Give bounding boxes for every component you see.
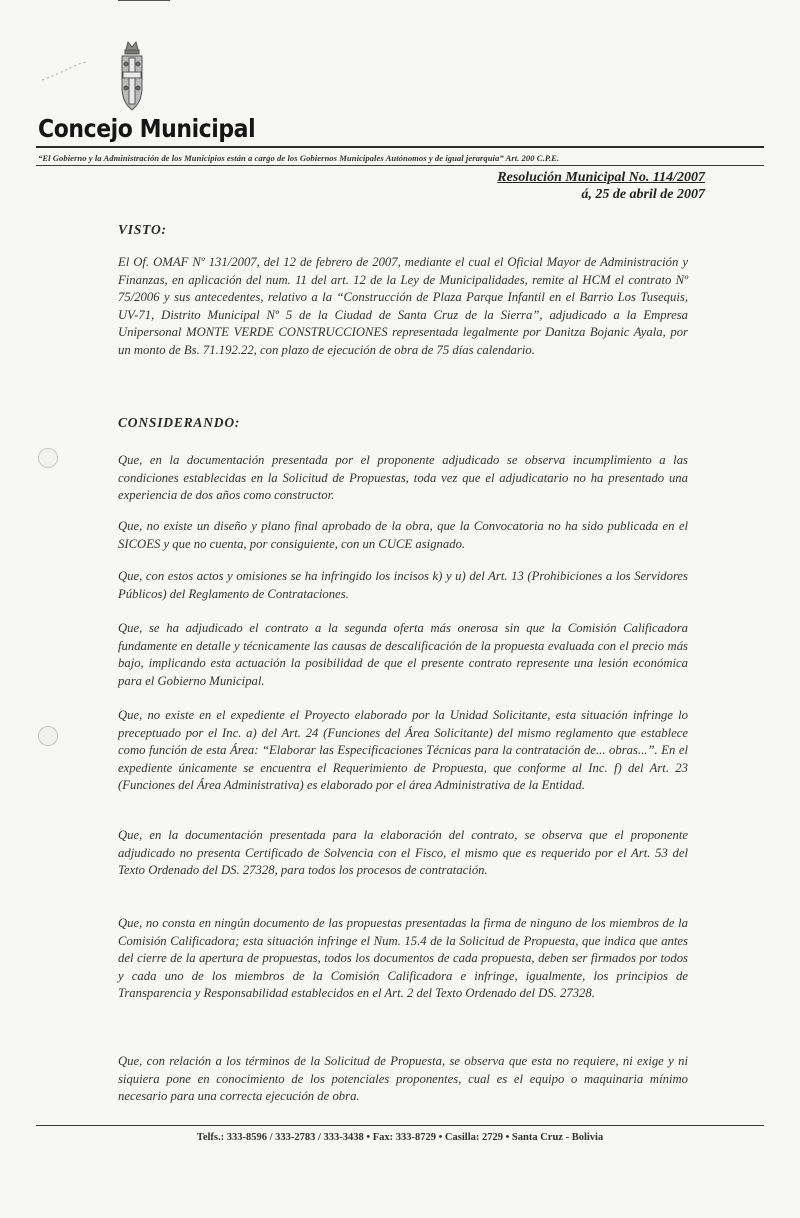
visto-heading: VISTO: [118,222,167,237]
considerando-paragraph: Que, se ha adjudicado el contrato a la segunda oferta más onerosa sin que la Comisión Calificadora fundamente en detalle y técnicamente las causas de descalificación de la propuesta evaluada con el precio más bajo, implicando esta actuación la posibilidad de que el presente contrato represente una lesión económica para el Gobierno Municipal. [118,621,688,688]
considerando-paragraph: Que, no consta en ningún documento de las propuestas presentadas la firma de ninguno de los miembros de la Comisión Calificadora; esta situación infringe el Num. 15.4 de la Solicitud de Propuesta, que indica que antes del cierre de la apertura de propuestas, todos los documentos de cada propuesta, deben ser firmados por todos y cada uno de los miembros de la Comisión Calificadora e infringe, igualmente, los principios de Transparencia y Responsabilidad establecidos en el Art. 2 del Texto Ordenado del DS. 27328. [118,916,688,1000]
considerando-heading: CONSIDERANDO: [118,415,241,430]
considerando-paragraph: Que, no existe en el expediente el Proyecto elaborado por la Unidad Solicitante, esta situación infringe lo preceptuado por el Inc. a) del Art. 24 (Funciones del Área Solicitante) del mismo reglamento que establece como función de esta Área: “Elaborar las Especificaciones Técnicas para la contratación de... obras...”. En el expediente únicamente se encuentra el Requerimiento de Propuesta, que conforme al Inc. f) del Art. 23 (Funciones del Área Administrativa) es elaborado por el área Administrativa de la Entidad. [118,708,688,792]
considerando-paragraph: Que, en la documentación presentada para la elaboración del contrato, se observa que el proponente adjudicado no presenta Certificado de Solvencia con el Fisco, el mismo que es requerido por el Art. 53 del Texto Ordenado del DS. 27328, para todos los procesos de contratación. [118,828,688,877]
footer-contact: Telfs.: 333-8596 / 333-2783 / 333-3438 • Fax: 333-8729 • Casilla: 2729 • Santa Cruz - Bolivia [196,1132,604,1143]
resolution-number: Resolución Municipal No. 114/2007 [497,170,705,185]
considerando-paragraph: Que, no existe un diseño y plano final aprobado de la obra, que la Convocatoria no ha sido publicada en el SICOES y que no cuenta, por consiguiente, con un CUCE asignado. [118,519,688,551]
considerando-paragraph: Que, con estos actos y omisiones se ha infringido los incisos k) y u) del Art. 13 (Prohibiciones a los Servidores Públicos) del Reglamento de Contrataciones. [118,569,688,601]
motto-divider [36,165,764,166]
header-divider [36,146,764,148]
constitutional-motto: “El Gobierno y la Administración de los Municipios están a cargo de los Gobiernos Municipales Autónomos y de igual jerarquía” Art. 200 C.P.E. [38,153,560,163]
considerando-paragraph: Que, con relación a los términos de la Solicitud de Propuesta, se observa que esta no requiere, ni exige y ni siquiera pone en conocimiento de los potenciales proponentes, cual es el equipo o maquinaria mínimo necesario para una correcta ejecución de obra. [118,1054,688,1103]
pen-mark [40,58,90,88]
resolution-date: á, 25 de abril de 2007 [581,187,705,202]
visto-text: El Of. OMAF Nº 131/2007, del 12 de febrero de 2007, mediante el cual el Oficial Mayor de Administración y Finanzas, en aplicación del num. 11 del art. 12 de la Ley de Municipalidades, remite al HCM el contrato Nº 75/2006 y sus antecedentes, relativo a la “Construcción de Plaza Parque Infantil en el Barrio Los Tusequis, UV-71, Distrito Municipal Nº 5 de la Ciudad de Santa Cruz de la Sierra”, adjudicado a la Empresa Unipersonal MONTE VERDE CONSTRUCCIONES representada legalmente por Danitza Bojanic Ayala, por un monto de Bs. 71.192.22, con plazo de ejecución de obra de 75 días calendario. [118,255,688,357]
punch-hole [38,448,58,468]
punch-hole [38,726,58,746]
footer-divider [36,1125,764,1126]
organization-name: Concejo Municipal [38,114,256,143]
coat-of-arms-icon [112,36,152,116]
considerando-paragraph: Que, en la documentación presentada por el proponente adjudicado se observa incumplimiento a las condiciones establecidas en la Solicitud de Propuestas, toda vez que el adjudicatario no ha presentado una experiencia de dos años como constructor. [118,453,688,502]
top-edge-rule [118,0,170,1]
